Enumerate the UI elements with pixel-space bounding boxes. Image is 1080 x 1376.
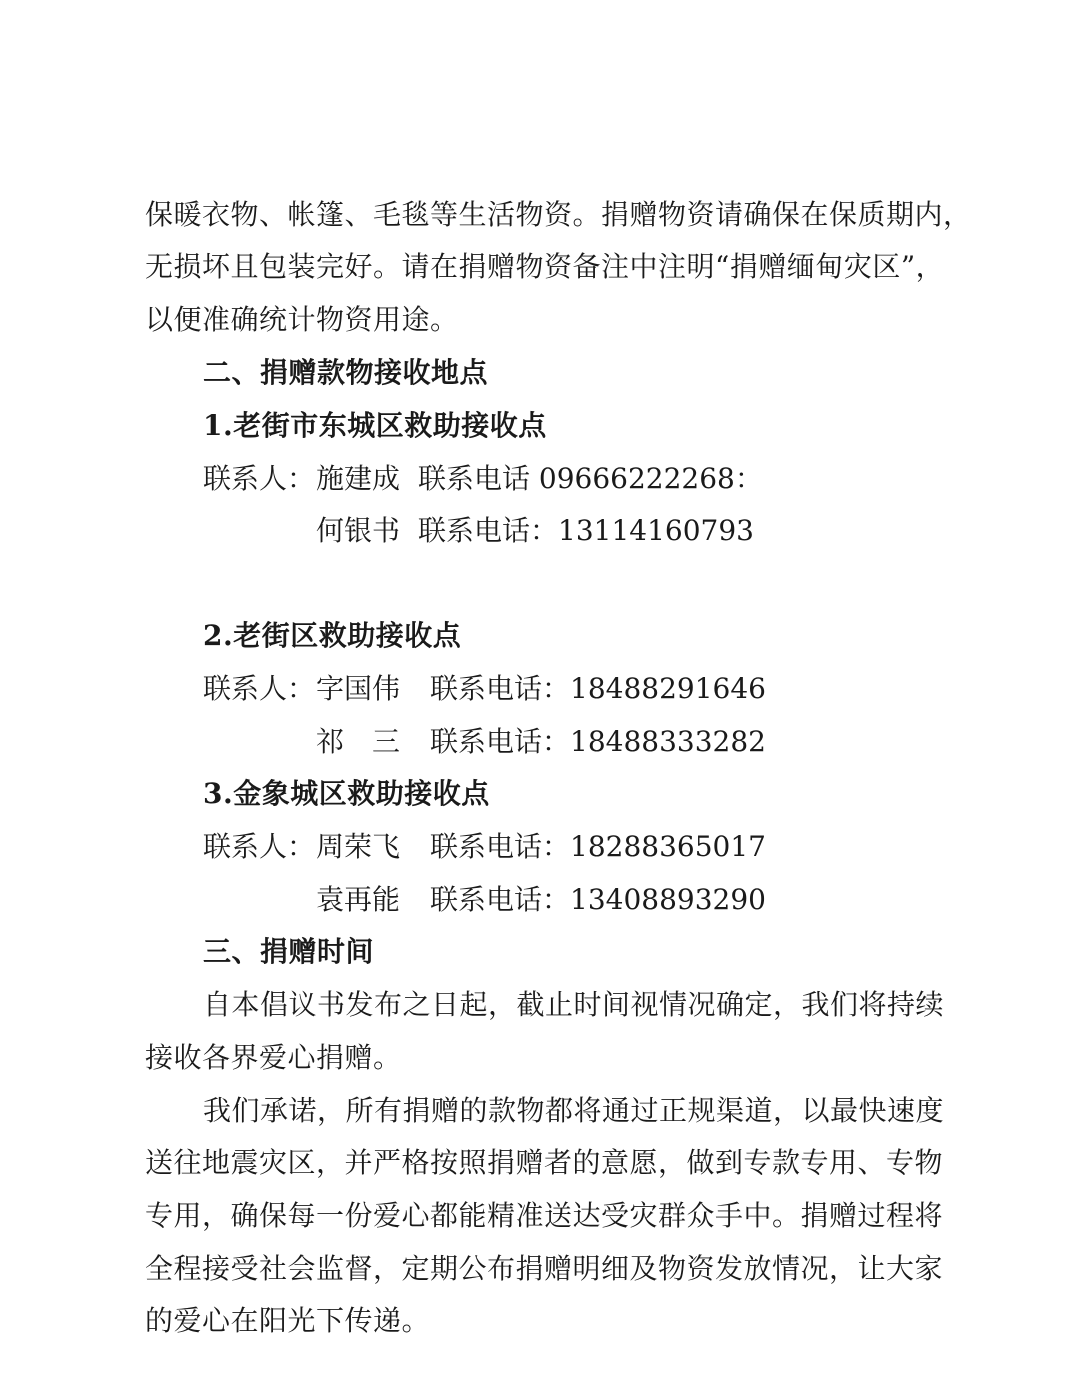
section-3-para-1-line-2: 接收各界爱心捐赠。 xyxy=(145,1041,402,1074)
point-1-contact-label: 联系人： xyxy=(203,462,316,495)
point-3-title: 3.金象城区救助接收点 xyxy=(203,777,490,810)
point-2-title: 2.老街区救助接收点 xyxy=(203,619,462,652)
section-3-para-1-line-1: 自本倡议书发布之日起，截止时间视情况确定，我们将持续 xyxy=(203,988,945,1021)
point-3-contact-2-name: 袁再能 xyxy=(316,883,401,916)
intro-line-2: 无损坏且包装完好。请在捐赠物资备注中注明“捐赠缅甸灾区”， xyxy=(145,250,945,283)
point-1-contact-1-phone: 联系电话 09666222268： xyxy=(418,462,763,495)
point-2-contact-2-phone: 联系电话：18488333282 xyxy=(430,725,766,758)
point-2-contact-1-phone: 联系电话：18488291646 xyxy=(430,672,766,705)
point-3-contact-2-phone: 联系电话：13408893290 xyxy=(430,883,766,916)
intro-line-3: 以便准确统计物资用途。 xyxy=(145,303,459,336)
section-3-para-2-line-1: 我们承诺，所有捐赠的款物都将通过正规渠道，以最快速度 xyxy=(203,1094,945,1127)
point-1-contact-1-name: 施建成 xyxy=(316,462,401,495)
point-1-contact-2-name: 何银书 xyxy=(316,514,401,547)
section-3-para-2-line-5: 的爱心在阳光下传递。 xyxy=(145,1304,431,1337)
section-3-para-2-line-2: 送往地震灾区，并严格按照捐赠者的意愿，做到专款专用、专物 xyxy=(145,1146,944,1179)
point-2-contact-label: 联系人： xyxy=(203,672,316,705)
section-3-para-2-line-3: 专用，确保每一份爱心都能精准送达受灾群众手中。捐赠过程将 xyxy=(145,1199,944,1232)
point-2-contact-1-name: 字国伟 xyxy=(316,672,401,705)
point-2-contact-2-name: 祁 三 xyxy=(316,725,401,758)
point-3-contact-1-name: 周荣飞 xyxy=(316,830,401,863)
point-1-title: 1.老街市东城区救助接收点 xyxy=(203,409,547,442)
point-3-contact-1-phone: 联系电话：18288365017 xyxy=(430,830,766,863)
point-3-contact-label: 联系人： xyxy=(203,830,316,863)
point-1-contact-2-phone: 联系电话：13114160793 xyxy=(418,514,754,547)
section-3-heading: 三、捐赠时间 xyxy=(203,935,375,968)
section-3-para-2-line-4: 全程接受社会监督，定期公布捐赠明细及物资发放情况，让大家 xyxy=(145,1252,944,1285)
section-2-heading: 二、捐赠款物接收地点 xyxy=(203,356,489,389)
intro-line-1: 保暖衣物、帐篷、毛毯等生活物资。捐赠物资请确保在保质期内， xyxy=(145,198,972,231)
